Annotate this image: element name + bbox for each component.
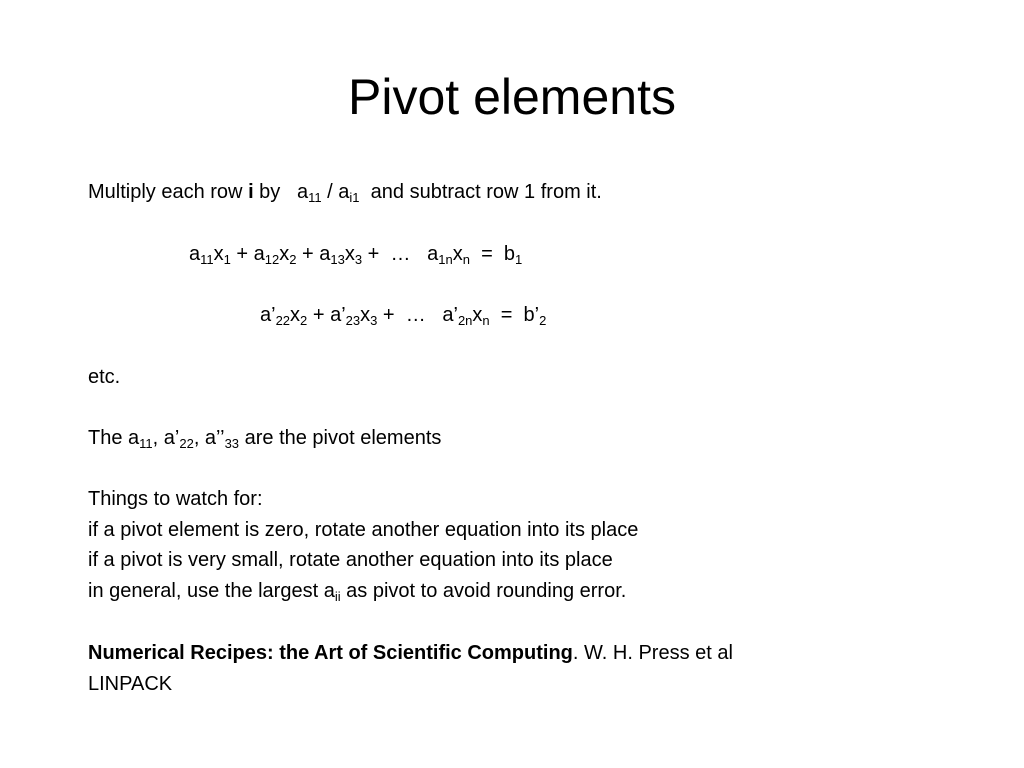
intro-text-3: / a bbox=[321, 181, 350, 203]
eq2-sub: 2n bbox=[457, 313, 473, 328]
intro-text-4: and subtract row 1 from it. bbox=[359, 181, 602, 203]
watch-item-1: if a pivot element is zero, rotate another equation into its place bbox=[88, 519, 639, 541]
watch-item-3 bbox=[88, 578, 626, 604]
eq1-part: a bbox=[189, 243, 201, 265]
eq1-part: + a bbox=[230, 243, 265, 265]
eq2-part: x bbox=[360, 304, 371, 326]
eq2-sub: 2 bbox=[300, 313, 308, 328]
eq2-sub: 22 bbox=[275, 313, 291, 328]
eq1-sub: 12 bbox=[264, 252, 280, 267]
eq2-sub: 23 bbox=[345, 313, 361, 328]
reference-book-title: Numerical Recipes: the Art of Scientific Computing bbox=[88, 642, 573, 664]
intro-sub-1: 11 bbox=[308, 190, 322, 205]
intro-line bbox=[88, 179, 602, 205]
pivots-text: The a bbox=[88, 427, 140, 449]
eq1-sub: 13 bbox=[330, 252, 345, 267]
pivots-sub: 22 bbox=[179, 436, 194, 451]
eq1-sub: 1n bbox=[438, 252, 453, 267]
reference-authors: . W. H. Press et al bbox=[572, 642, 733, 664]
reference-1 bbox=[88, 640, 733, 666]
eq1-part: x bbox=[452, 243, 463, 265]
pivots-text: , a’’ bbox=[193, 427, 225, 449]
eq2-part: = b’ bbox=[489, 304, 540, 326]
eq1-part: x bbox=[344, 243, 355, 265]
intro-text-1: Multiply each row bbox=[88, 181, 249, 203]
reference-2: LINPACK bbox=[88, 673, 173, 695]
watch-heading: Things to watch for: bbox=[88, 488, 263, 510]
eq2-part: a’ bbox=[260, 304, 276, 326]
eq1-sub: 1 bbox=[515, 252, 523, 267]
watch3-text: as pivot to avoid rounding error. bbox=[340, 580, 627, 602]
eq1-part: + … a bbox=[362, 243, 439, 265]
eq1-part: x bbox=[213, 243, 224, 265]
eq1-sub: 1 bbox=[223, 252, 231, 267]
equation-2 bbox=[260, 302, 546, 328]
intro-sub-2: i1 bbox=[349, 190, 360, 205]
eq1-sub: 3 bbox=[354, 252, 363, 267]
slide-title: Pivot elements bbox=[348, 69, 676, 125]
etc-text: etc. bbox=[88, 366, 121, 388]
eq1-sub: 11 bbox=[200, 252, 214, 267]
eq2-part: x bbox=[472, 304, 483, 326]
eq2-part: + … a’ bbox=[377, 304, 458, 326]
intro-text-2: by a bbox=[253, 181, 309, 203]
eq1-sub: 2 bbox=[289, 252, 297, 267]
pivot-elements-line bbox=[88, 425, 441, 451]
eq2-sub: 2 bbox=[539, 313, 547, 328]
pivots-text: are the pivot elements bbox=[239, 427, 442, 449]
watch-item-2: if a pivot is very small, rotate another equation into its place bbox=[88, 549, 613, 571]
pivots-text: , a’ bbox=[152, 427, 180, 449]
watch3-sub: ii bbox=[334, 589, 341, 604]
watch3-text: in general, use the largest a bbox=[88, 580, 335, 602]
eq1-sub: n bbox=[462, 252, 470, 267]
equation-1 bbox=[189, 241, 522, 267]
eq1-part: x bbox=[279, 243, 290, 265]
pivots-sub: 11 bbox=[139, 436, 153, 451]
intro-bold-i: i bbox=[248, 181, 254, 203]
eq2-part: + a’ bbox=[307, 304, 346, 326]
eq2-sub: n bbox=[482, 313, 490, 328]
eq1-part: + a bbox=[296, 243, 331, 265]
eq1-part: = b bbox=[469, 243, 515, 265]
eq2-sub: 3 bbox=[370, 313, 378, 328]
eq2-part: x bbox=[290, 304, 301, 326]
pivots-sub: 33 bbox=[224, 436, 240, 451]
